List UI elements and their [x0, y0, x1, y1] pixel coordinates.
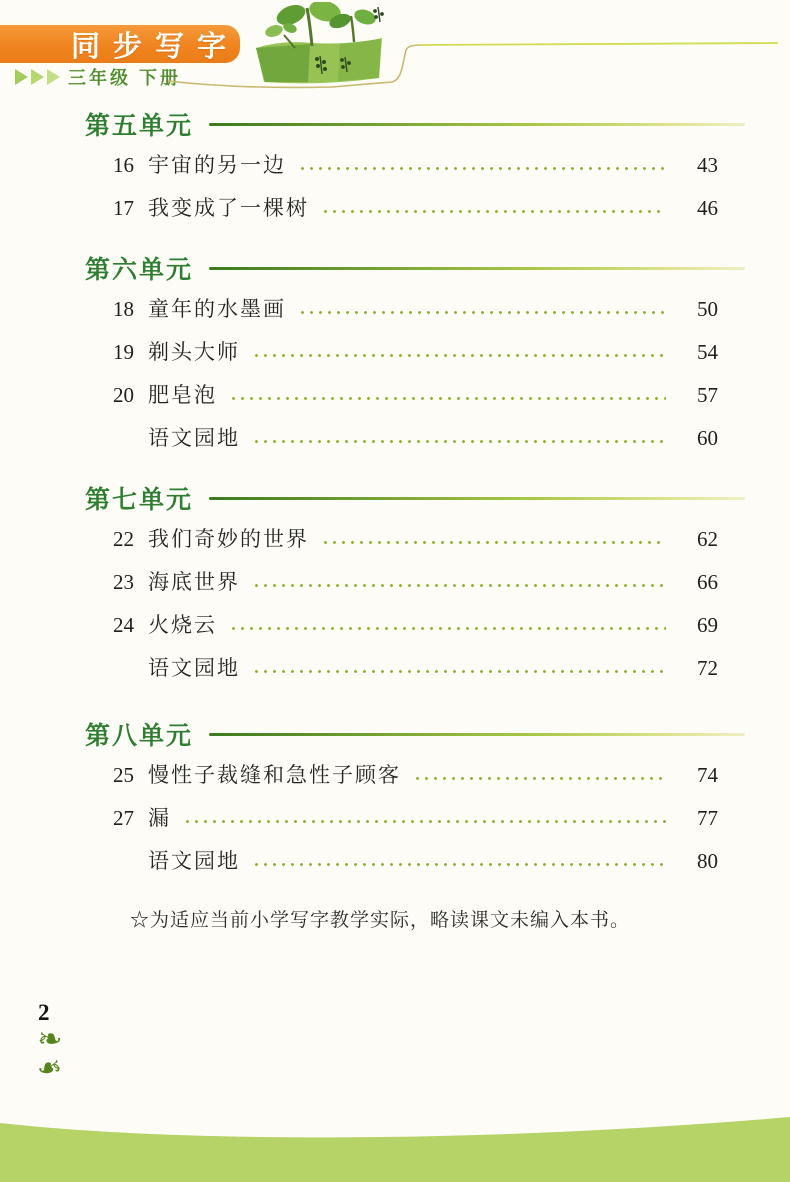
- toc-unit-8: [0, 718, 790, 891]
- toc-unit-5: [0, 108, 790, 238]
- lesson-title: 肥皂泡: [148, 383, 217, 407]
- book-title: 同步写字: [70, 30, 239, 63]
- lesson-number: 27: [113, 806, 134, 830]
- toc-unit-7: [0, 482, 790, 698]
- lesson-number: 22: [113, 527, 134, 551]
- toc-row: [0, 569, 790, 595]
- lesson-title: 海底世界: [148, 570, 240, 594]
- dot-leader: [252, 583, 666, 588]
- toc-row: [0, 762, 790, 788]
- dot-leader: [298, 166, 666, 171]
- lesson-title: 语文园地: [148, 656, 240, 680]
- page-ref: 54: [697, 340, 718, 364]
- unit-heading: [0, 108, 790, 140]
- lesson-number: 23: [113, 570, 134, 594]
- lesson-title: 剃头大师: [148, 340, 240, 364]
- lesson-number: 20: [113, 383, 134, 407]
- grade-subtitle-row: [15, 66, 181, 88]
- dot-leader: [321, 209, 666, 214]
- page-ref: 57: [697, 383, 718, 407]
- grade-volume-label: 三年级 下册: [68, 68, 182, 88]
- lesson-number: 24: [113, 613, 134, 637]
- dot-leader: [321, 540, 666, 545]
- unit-heading-label: 第八单元: [85, 723, 194, 750]
- toc-row: [0, 655, 790, 681]
- unit-heading: [0, 482, 790, 514]
- unit-heading: [0, 718, 790, 750]
- toc-unit-6: [0, 252, 790, 468]
- unit-heading-label: 第六单元: [85, 257, 194, 284]
- lesson-title: 我们奇妙的世界: [148, 527, 309, 551]
- page-ref: 74: [697, 763, 718, 787]
- lesson-title: 语文园地: [148, 426, 240, 450]
- page-ref: 80: [697, 849, 718, 873]
- dot-leader: [252, 862, 666, 867]
- triple-right-arrows-icon: [15, 69, 60, 85]
- bottom-wave-decoration: [0, 1116, 790, 1182]
- unit-heading-label: 第七单元: [85, 487, 194, 514]
- page-ref: 69: [697, 613, 718, 637]
- dot-leader: [252, 669, 666, 674]
- lesson-title: 宇宙的另一边: [148, 153, 286, 177]
- page-ref: 77: [697, 806, 718, 830]
- toc-row: [0, 296, 790, 322]
- toc-row: [0, 195, 790, 221]
- dot-leader: [298, 310, 666, 315]
- toc-row: [0, 526, 790, 552]
- footnote: ☆为适应当前小学写字教学实际，略读课文未编入本书。: [130, 910, 631, 931]
- unit-heading: [0, 252, 790, 284]
- title-banner: [0, 25, 240, 63]
- lesson-title: 我变成了一棵树: [148, 196, 309, 220]
- toc-row: [0, 805, 790, 831]
- page-ref: 50: [697, 297, 718, 321]
- dot-leader: [413, 776, 666, 781]
- unit-heading-rule: [209, 123, 745, 126]
- page-ref: 66: [697, 570, 718, 594]
- toc-row: [0, 339, 790, 365]
- lesson-number: 17: [113, 196, 134, 220]
- toc-row: [0, 152, 790, 178]
- lesson-title: 慢性子裁缝和急性子顾客: [148, 763, 401, 787]
- folio-page-number: 2: [38, 1000, 50, 1025]
- lesson-number: 18: [113, 297, 134, 321]
- dot-leader: [252, 353, 666, 358]
- page-ref: 43: [697, 153, 718, 177]
- lesson-number: 16: [113, 153, 134, 177]
- lesson-title: 童年的水墨画: [148, 297, 286, 321]
- seedling-illustration: [250, 2, 392, 88]
- lesson-number: 19: [113, 340, 134, 364]
- dot-leader: [229, 396, 666, 401]
- lesson-title: 火烧云: [148, 613, 217, 637]
- floral-ornament-icon: ❧ ❧: [35, 1023, 65, 1087]
- toc-row: [0, 848, 790, 874]
- dot-leader: [183, 819, 666, 824]
- lesson-number: 25: [113, 763, 134, 787]
- toc-row: [0, 425, 790, 451]
- dot-leader: [229, 626, 666, 631]
- unit-heading-label: 第五单元: [85, 113, 194, 140]
- page-ref: 46: [697, 196, 718, 220]
- toc-row: [0, 382, 790, 408]
- page-ref: 72: [697, 656, 718, 680]
- toc-row: [0, 612, 790, 638]
- unit-heading-rule: [209, 733, 745, 736]
- page-ref: 62: [697, 527, 718, 551]
- unit-heading-rule: [209, 267, 745, 270]
- unit-heading-rule: [209, 497, 745, 500]
- page-ref: 60: [697, 426, 718, 450]
- lesson-title: 漏: [148, 806, 171, 830]
- lesson-title: 语文园地: [148, 849, 240, 873]
- dot-leader: [252, 439, 666, 444]
